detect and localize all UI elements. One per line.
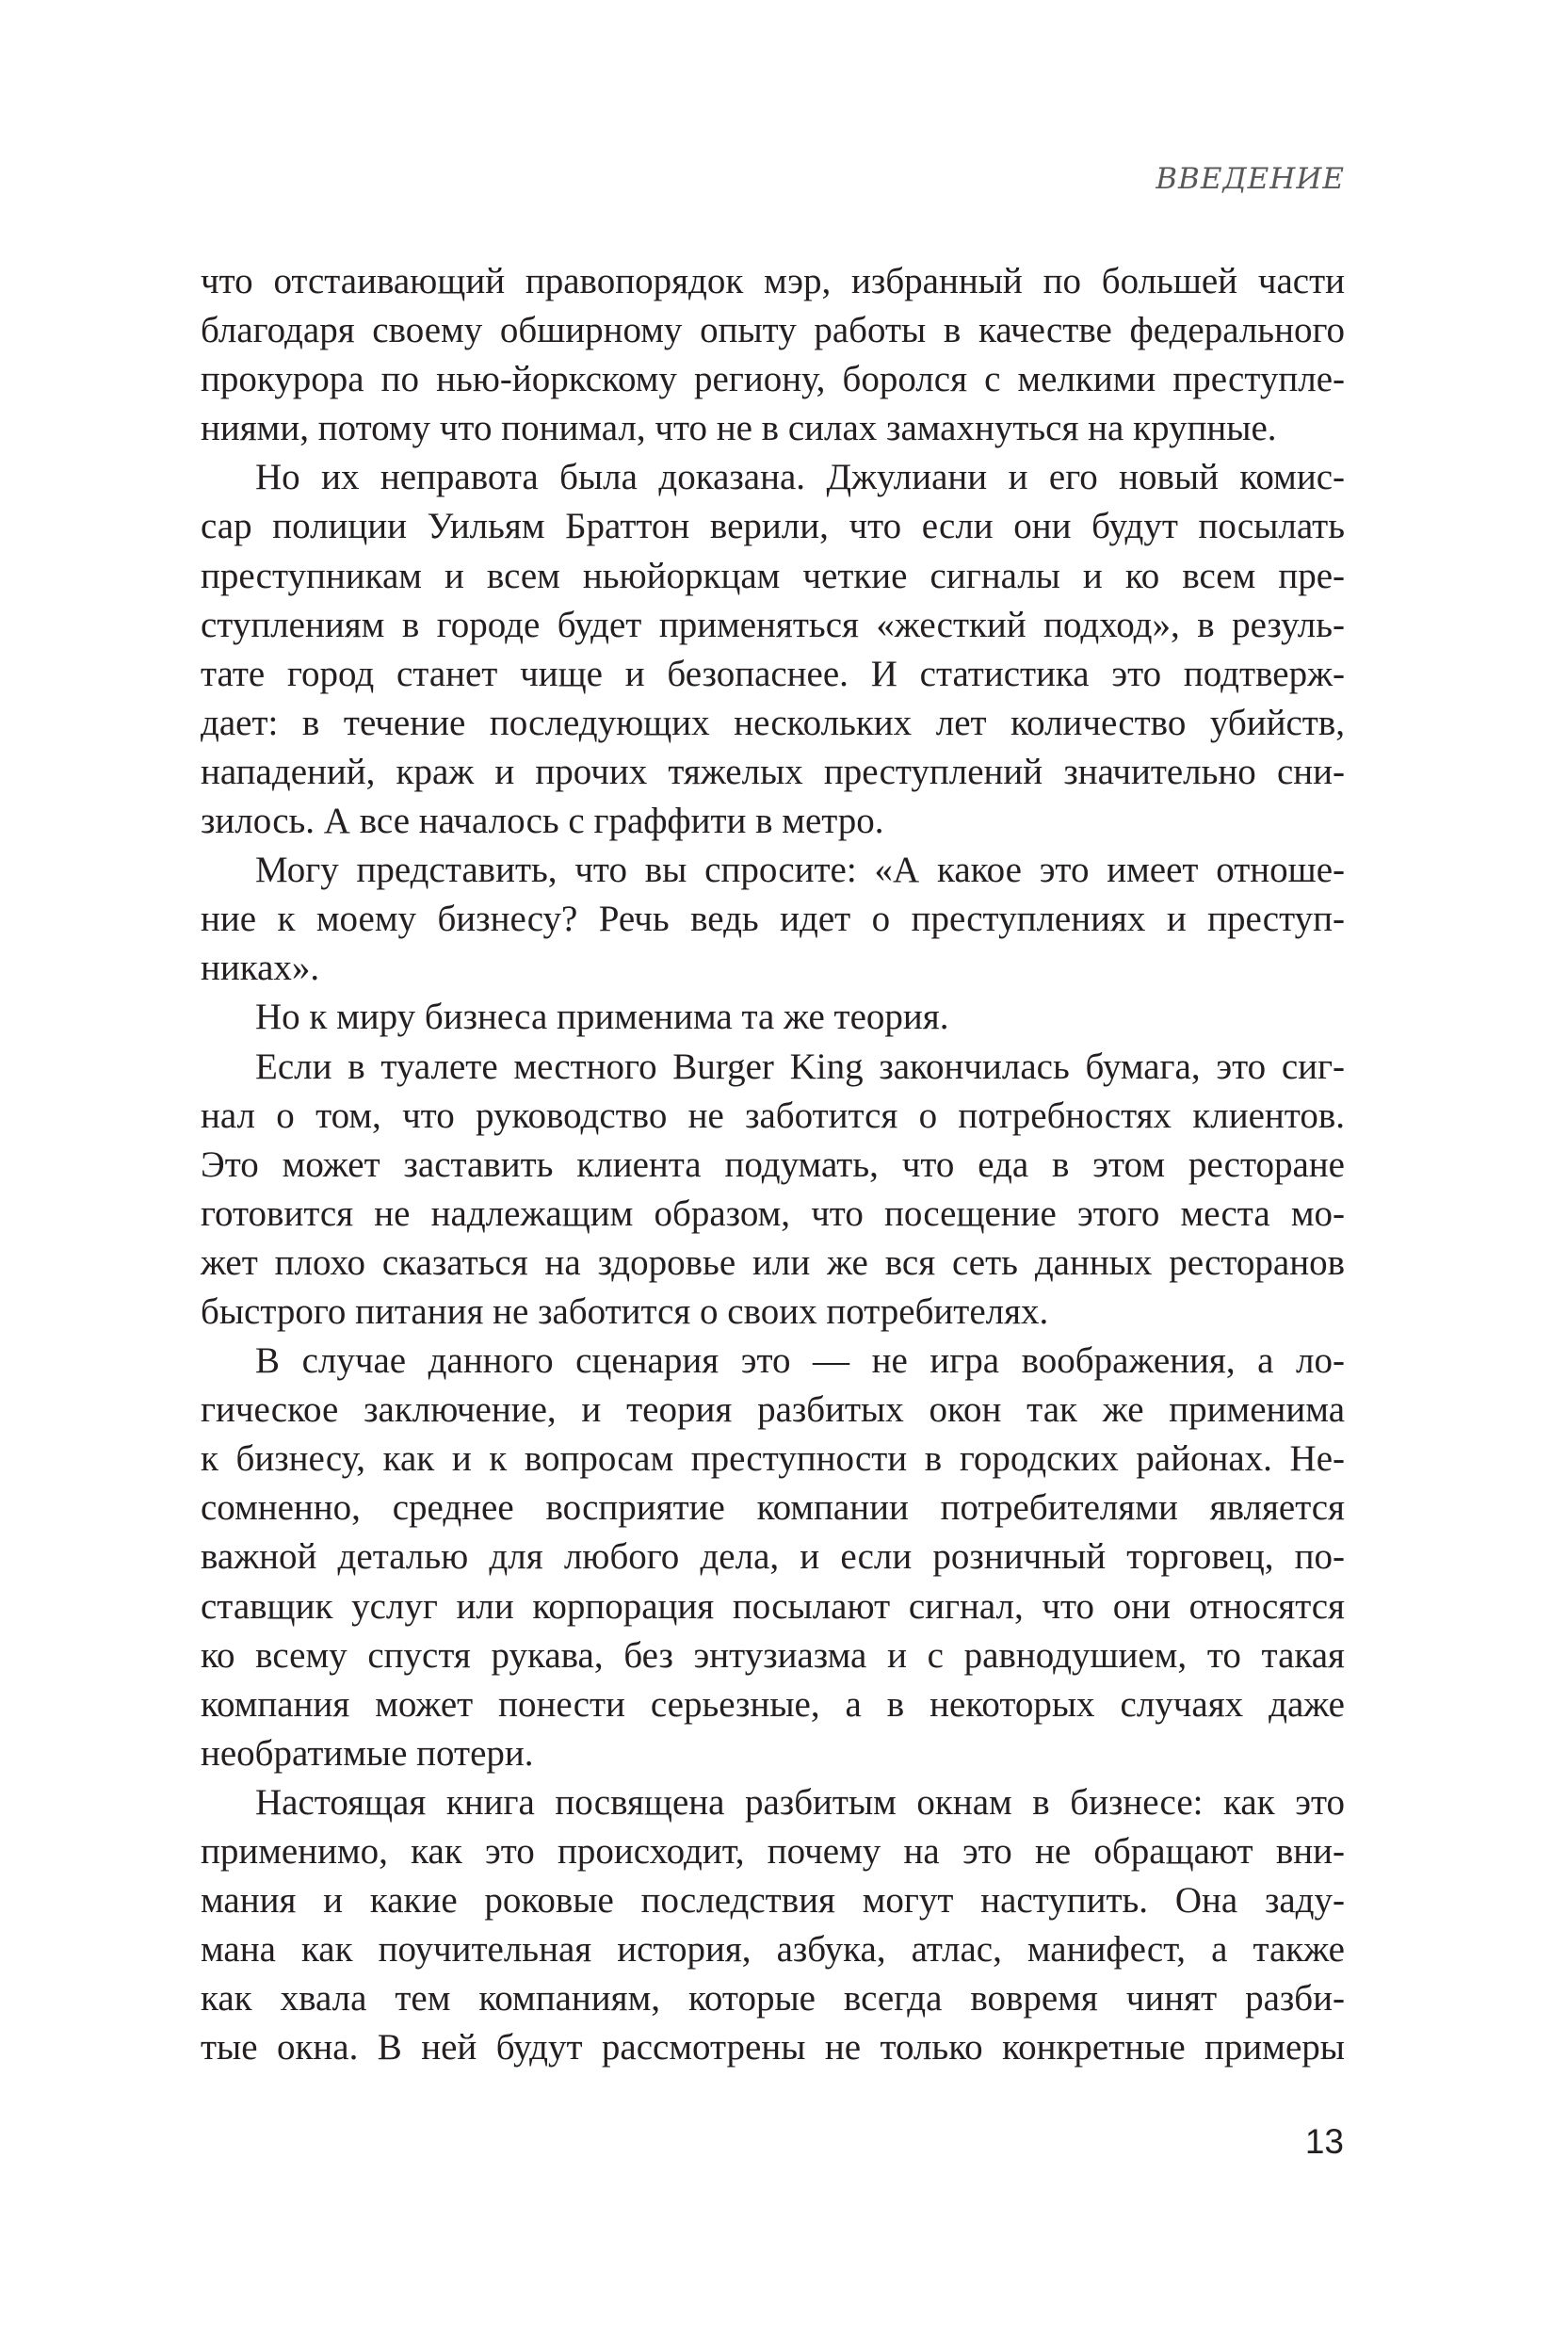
running-head: ВВЕДЕНИЕ bbox=[1156, 162, 1345, 196]
text-line: сар полиции Уильям Браттон верили, что если они будут посылать bbox=[201, 506, 1345, 547]
paragraph bbox=[201, 993, 1345, 1042]
text-line: зилось. А все началось с граффити в метро. bbox=[201, 801, 884, 842]
text-line: нал о том, что руководство не заботится о потребностях клиентов. bbox=[201, 1095, 1345, 1136]
body-text bbox=[201, 257, 1345, 2072]
text-line: благодаря своему обширному опыту работы в качестве федерального bbox=[201, 310, 1345, 351]
text-line: никах». bbox=[201, 948, 320, 989]
text-line: необратимые потери. bbox=[201, 1732, 534, 1774]
text-line: гическое заключение, и теория разбитых окон так же применима bbox=[201, 1389, 1345, 1431]
text-line: преступникам и всем ньюйоркцам четкие сигналы и ко всем пре- bbox=[201, 555, 1345, 596]
text-line: что отстаивающий правопорядок мэр, избранный по большей части bbox=[201, 261, 1345, 301]
text-line: важной деталью для любого дела, и если розничный торговец, по- bbox=[201, 1536, 1345, 1578]
text-line: ставщик услуг или корпорация посылают сигнал, что они относятся bbox=[201, 1585, 1345, 1627]
text-line: мания и какие роковые последствия могут наступить. Она заду- bbox=[201, 1880, 1345, 1922]
text-line: Могу представить, что вы спросите: «А какое это имеет отноше- bbox=[255, 850, 1345, 891]
paragraph bbox=[201, 1337, 1345, 1778]
paragraph bbox=[201, 1778, 1345, 2073]
text-line: применимо, как это происходит, почему на это не обращают вни- bbox=[201, 1831, 1345, 1872]
paragraph bbox=[201, 257, 1345, 453]
text-line: В случае данного сценария это — не игра воображения, а ло- bbox=[255, 1340, 1345, 1382]
page-number: 13 bbox=[1304, 2122, 1344, 2161]
text-line: Если в туалете местного Burger King закончилась бумага, это сиг- bbox=[255, 1046, 1345, 1087]
paragraph bbox=[201, 846, 1345, 993]
text-line: готовится не надлежащим образом, что посещение этого места мо- bbox=[201, 1192, 1345, 1234]
paragraph bbox=[201, 453, 1345, 846]
paragraph bbox=[201, 1043, 1345, 1338]
text-line: ко всему спустя рукава, без энтузиазма и с равнодушием, то такая bbox=[201, 1634, 1345, 1676]
text-line: дает: в течение последующих нескольких лет количество убийств, bbox=[201, 702, 1345, 743]
text-line: быстрого питания не заботится о своих потребителях. bbox=[201, 1290, 1049, 1332]
text-line: прокурора по нью-йоркскому региону, боролся с мелкими преступле- bbox=[201, 359, 1345, 400]
text-line: жет плохо сказаться на здоровье или же вся сеть данных ресторанов bbox=[201, 1241, 1345, 1283]
text-line: Настоящая книга посвящена разбитым окнам в бизнесе: как это bbox=[255, 1781, 1345, 1823]
text-line: Но их неправота была доказана. Джулиани и его новый комис- bbox=[255, 457, 1345, 498]
text-line: тые окна. В ней будут рассмотрены не только конкретные примеры bbox=[201, 2027, 1345, 2068]
text-line: к бизнесу, как и к вопросам преступности в городских районах. Не- bbox=[201, 1438, 1345, 1480]
text-line: ниями, потому что понимал, что не в силах замахнуться на крупные. bbox=[201, 408, 1277, 449]
text-line: мана как поучительная история, азбука, атлас, манифест, а также bbox=[201, 1929, 1345, 1971]
text-line: как хвала тем компаниям, которые всегда вовремя чинят разби- bbox=[201, 1978, 1345, 2020]
text-line: нападений, краж и прочих тяжелых преступлений значительно сни- bbox=[201, 751, 1345, 792]
text-line: сомненно, среднее восприятие компании потребителями является bbox=[201, 1487, 1345, 1529]
text-line: Это может заставить клиента подумать, что еда в этом ресторане bbox=[201, 1144, 1345, 1185]
text-line: компания может понести серьезные, а в некоторых случаях даже bbox=[201, 1683, 1345, 1725]
text-line: Но к миру бизнеса применима та же теория. bbox=[255, 997, 949, 1038]
text-line: ступлениям в городе будет применяться «жесткий подход», в резуль- bbox=[201, 604, 1345, 645]
text-line: тате город станет чище и безопаснее. И статистика это подтверж- bbox=[201, 653, 1345, 694]
text-line: ние к моему бизнесу? Речь ведь идет о преступлениях и преступ- bbox=[201, 899, 1345, 940]
